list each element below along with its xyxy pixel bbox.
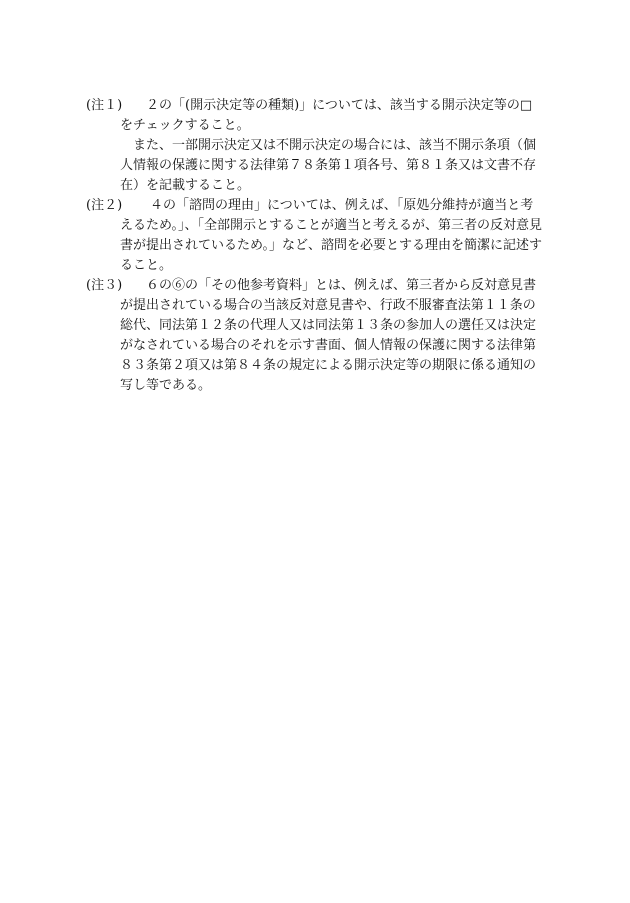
note-3-p1-line-5: ８３条第２項又は第８４条の規定による開示決定等の期限に係る通知の	[120, 358, 537, 373]
note-1-p2-line-1: また、一部開示決定又は不開示決定の場合には、該当不開示条項（個	[133, 138, 537, 153]
note-3-label: (注３)	[86, 278, 123, 293]
note-3-body	[120, 276, 556, 396]
note-1	[86, 96, 556, 196]
note-2-p1-line-2: えるため。」、「全部開示とすることが適当と考えるが、第三者の反対意見	[120, 218, 542, 233]
note-3-p1-line-6: 写し等である。	[120, 378, 212, 393]
note-3-p1-line-3: 総代、同法第１２条の代理人又は同法第１３条の参加人の選任又は決定	[120, 318, 537, 333]
note-3-p1-line-4: がなされている場合のそれを示す書面、個人情報の保護に関する法律第	[120, 338, 537, 353]
note-2-body	[120, 196, 556, 276]
note-1-body	[120, 96, 556, 196]
note-3-p1-line-1: ６の⑥の「その他参考資料」とは、例えば、第三者から反対意見書	[146, 278, 537, 293]
note-1-p2-line-3: 在）を記載すること。	[120, 178, 251, 193]
note-1-label: (注１)	[86, 98, 123, 113]
note-2-paragraph-1	[120, 196, 556, 276]
note-2-p1-line-3: 書が提出されているため。」など、諮問を必要とする理由を簡潔に記述す	[120, 238, 542, 253]
note-3-p1-line-2: が提出されている場合の当該反対意見書や、行政不服審査法第１１条の	[120, 298, 536, 313]
note-2-label: (注２)	[86, 198, 123, 213]
note-1-paragraph-2	[120, 136, 556, 196]
note-2	[86, 196, 556, 276]
note-1-p2-line-2: 人情報の保護に関する法律第７８条第１項各号、第８１条又は文書不存	[120, 158, 537, 173]
note-2-p1-line-1: ４の「諮問の理由」については、例えば、「原処分維持が適当と考	[150, 198, 534, 213]
notes-section	[86, 96, 556, 396]
note-1-p1-line-1: ２の「(開示決定等の種類)」については、該当する開示決定等の□	[146, 98, 533, 113]
note-2-p1-line-4: ること。	[120, 258, 173, 273]
note-3-paragraph-1	[120, 276, 556, 396]
note-1-p1-line-2: をチェックすること。	[120, 118, 250, 133]
note-3	[86, 276, 556, 396]
note-1-paragraph-1	[120, 96, 556, 136]
